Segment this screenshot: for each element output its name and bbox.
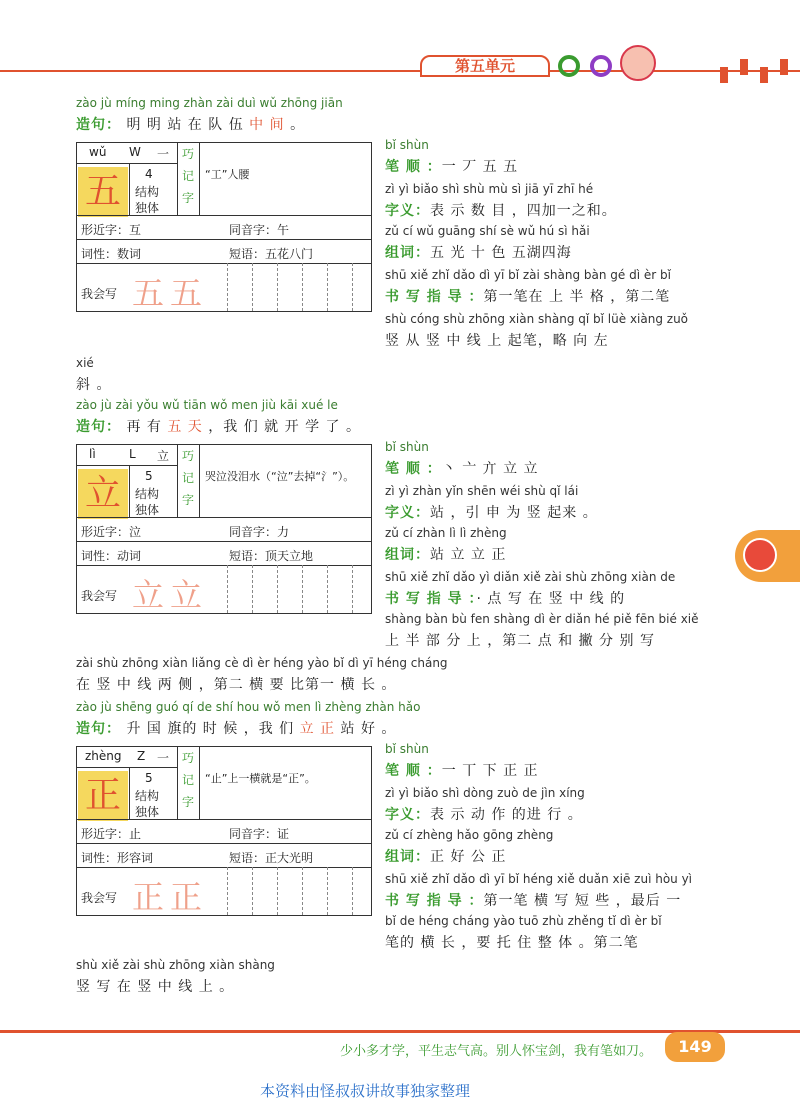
sentence: 造句： 升 国 旗的 时 候 ，我 们 立 正 站 好 。 <box>76 721 397 737</box>
homophone: 同音字：午 <box>229 223 290 237</box>
stroke-count: 4 <box>145 167 153 181</box>
structure-label: 结构 <box>135 185 160 199</box>
stroke-order: 笔 顺 ：一 丆 五 五 <box>385 159 519 175</box>
cartoon-face-icon <box>743 538 777 572</box>
trace-characters[interactable]: 立立 <box>132 576 209 614</box>
source-note: 本资料由怪叔叔讲故事独家整理 <box>260 1082 471 1100</box>
checker-decoration <box>740 59 748 75</box>
part-of-speech: 词性：数词 <box>81 247 142 261</box>
structure-value: 独体 <box>135 201 160 215</box>
char-letter: W <box>129 145 141 159</box>
words: 组词：站 立 立 正 <box>385 547 507 563</box>
checker-decoration <box>780 59 788 75</box>
meaning: 字义：站 ，引 申 为 竖 起来 。 <box>385 505 598 521</box>
writing-guide: 书 写 指 导 ：第一笔在 上 半 格 ，第二笔 <box>385 289 671 305</box>
checker-decoration <box>760 67 768 83</box>
words: 组词：五 光 十 色 五湖四海 <box>385 245 572 261</box>
sentence-pinyin: zào jù míng ming zhàn zài duì wǔ zhōng jiān <box>76 96 343 110</box>
purple-ring-icon <box>590 55 612 77</box>
trace-characters[interactable]: 五五 <box>132 274 209 312</box>
meaning: 字义：表 示 动 作 的进 行 。 <box>385 807 583 823</box>
green-ring-icon <box>558 55 580 77</box>
words: 组词：正 好 公 正 <box>385 849 507 865</box>
footer-motto: 少小多才学，平生志气高。别人怀宝剑，我有笔如刀。 <box>340 1044 653 1059</box>
practice-label: 我会写 <box>81 287 118 301</box>
character-card <box>76 142 372 312</box>
sentence: 造句： 再 有 五 天 ，我 们 就 开 学 了 。 <box>76 419 361 435</box>
character-card: zhèng Z 一 正 5 结构 独体 巧记字 “止”上一横就是“正”。 形近字：止 同音字：证 词性：形容词 短语：正大光明 我会写 正正 <box>76 746 372 916</box>
trace-characters[interactable]: 正正 <box>132 878 209 916</box>
character-card: lì L 立 立 5 结构 独体 巧记字 哭泣没泪水（“泣”去掉“氵”）。 形近字：泣 同音字：力 词性：动词 短语：顶天立地 我会写 立立 <box>76 444 372 614</box>
writing-guide: 书 写 指 导 ：第一笔 横 写 短 些 ，最后 一 <box>385 893 682 909</box>
cartoon-girl-icon <box>620 45 656 81</box>
char-radical: 一 <box>157 147 170 161</box>
stroke-order: 笔 顺 ：丶 亠 亣 立 立 <box>385 461 539 477</box>
phrase: 短语：五花八门 <box>229 247 314 261</box>
checker-decoration <box>720 67 728 83</box>
similar-char: 形近字：互 <box>81 223 142 237</box>
main-character: 正 <box>78 771 128 821</box>
page-header <box>0 45 800 90</box>
memory-tip: “工”人腰 <box>205 168 250 181</box>
side-tab <box>735 530 800 582</box>
char-pinyin: wǔ <box>89 145 107 159</box>
writing-guide: 书 写 指 导 ：· 点 写 在 竖 中 线 的 <box>385 591 626 607</box>
header-line <box>0 70 800 72</box>
sentence: 造句： 明 明 站 在 队 伍 中 间 。 <box>76 117 306 133</box>
main-character: 立 <box>78 469 128 519</box>
unit-title: 第五单元 <box>455 57 516 75</box>
page-number: 149 <box>665 1032 725 1062</box>
memory-tip-label: 巧记字 <box>181 147 194 205</box>
stroke-order: 笔 顺 ：一 丅 下 正 正 <box>385 763 539 779</box>
meaning: 字义：表 示 数 目 ，四加一之和。 <box>385 203 617 219</box>
main-character: 五 <box>78 167 128 217</box>
